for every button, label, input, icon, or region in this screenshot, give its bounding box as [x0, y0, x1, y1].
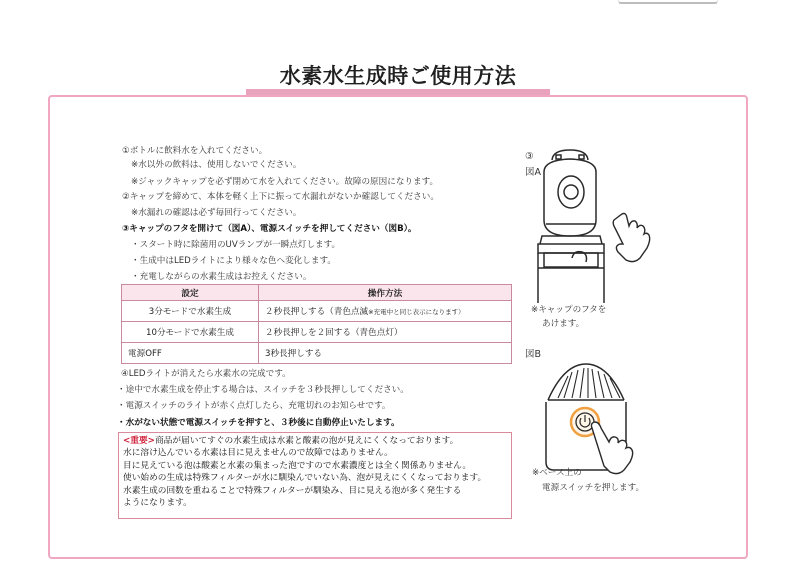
table-header-row — [122, 285, 512, 301]
notice-line: 水に溶け込んでいる水素は目に見えませんので故障ではありません。 — [123, 448, 393, 459]
table-row — [122, 322, 512, 343]
table-row — [122, 343, 512, 364]
figure-a-caption-1: ※キャップのフタを — [531, 305, 607, 315]
step-2: ②キャップを締めて、本体を軽く上下に振って水漏れがないか確認してください。 — [122, 192, 439, 202]
table-cell-method: ２秒長押しを２回する（青色点灯） — [259, 322, 512, 343]
cap-open-illustration — [530, 148, 690, 303]
step-4-note-1: ・途中で水素生成を停止する場合は、スイッチを３秒長押ししてください。 — [117, 385, 409, 395]
notice-line: 水素生成の回数を重ねることで特殊フィルターが馴染み、目に見える泡が多く発生する — [123, 485, 462, 496]
table-cell-setting: 電源OFF — [122, 343, 259, 364]
figure-b-caption-2: 電源スイッチを押します。 — [542, 483, 645, 493]
step-1: ①ボトルに飲料水を入れてください。 — [122, 146, 268, 156]
step-1-note-1: ※水以外の飲料は、使用しないでください。 — [131, 160, 302, 170]
figure-a-caption-2: あけます。 — [542, 319, 585, 329]
table-cell-method — [259, 301, 512, 322]
figure-b-label: 図B — [525, 349, 542, 360]
table-cell-setting: 3分モードで水素生成 — [122, 301, 259, 322]
step-4-note-3: ・水がない状態で電源スイッチを押すと、３秒後に自動停止いたします。 — [117, 418, 400, 428]
operation-table — [121, 284, 512, 364]
table-header-method: 操作方法 — [259, 285, 512, 301]
step-1-note-2: ※ジャックキャップを必ず閉めて水を入れてください。故障の原因になります。 — [131, 177, 439, 187]
table-cell-method: 3秒長押しする — [259, 343, 512, 364]
method-text: ２秒長押しする（青色点滅 — [265, 307, 369, 317]
step-4-note-2: ・電源スイッチのライトが赤く点灯したら、充電切れのお知らせです。 — [117, 401, 391, 411]
step-3: ③キャップのフタを開けて（図A）、電源スイッチを押してください（図B）。 — [122, 224, 417, 234]
figure-a-number: ③ — [525, 151, 534, 162]
table-header-setting: 設定 — [122, 285, 259, 301]
important-notice — [118, 432, 512, 519]
top-tab-edge — [618, 0, 718, 4]
figure-b-caption-1: ※ベース上の — [532, 468, 582, 478]
page-title: 水素水生成時ご使用方法 — [279, 64, 517, 88]
notice-line: 目に見えている泡は酸素と水素の集まった泡ですので水素濃度とは全く関係ありません。 — [123, 460, 472, 471]
notice-line — [123, 435, 507, 447]
notice-text: 商品が届いてすぐの水素生成は水素と酸素の泡が見えにくくなっております。 — [154, 436, 459, 446]
step-3-note-2: ・生成中はLEDライトにより様々な色へ変化します。 — [131, 256, 336, 266]
step-4: ④LEDライトが消えたら水素水の完成です。 — [121, 369, 291, 379]
table-row — [122, 301, 512, 322]
step-2-note: ※水漏れの確認は必ず毎回行ってください。 — [131, 208, 302, 218]
notice-line: 使い始めの生成は特殊フィルターが水に馴染んでいない為、泡が見えにくくなっております。 — [123, 473, 487, 484]
method-note: ※充電中と同じ表示になります） — [368, 308, 465, 316]
notice-line: ようになります。 — [123, 498, 192, 509]
step-3-note-1: ・スタート時に除菌用のUVランプが一瞬点灯します。 — [131, 240, 341, 250]
figure-a-label: 図A — [525, 167, 541, 178]
step-3-note-3: ・充電しながらの水素生成はお控えください。 — [131, 272, 312, 282]
table-cell-setting: 10分モードで水素生成 — [122, 322, 259, 343]
important-tag: <重要> — [123, 436, 155, 446]
